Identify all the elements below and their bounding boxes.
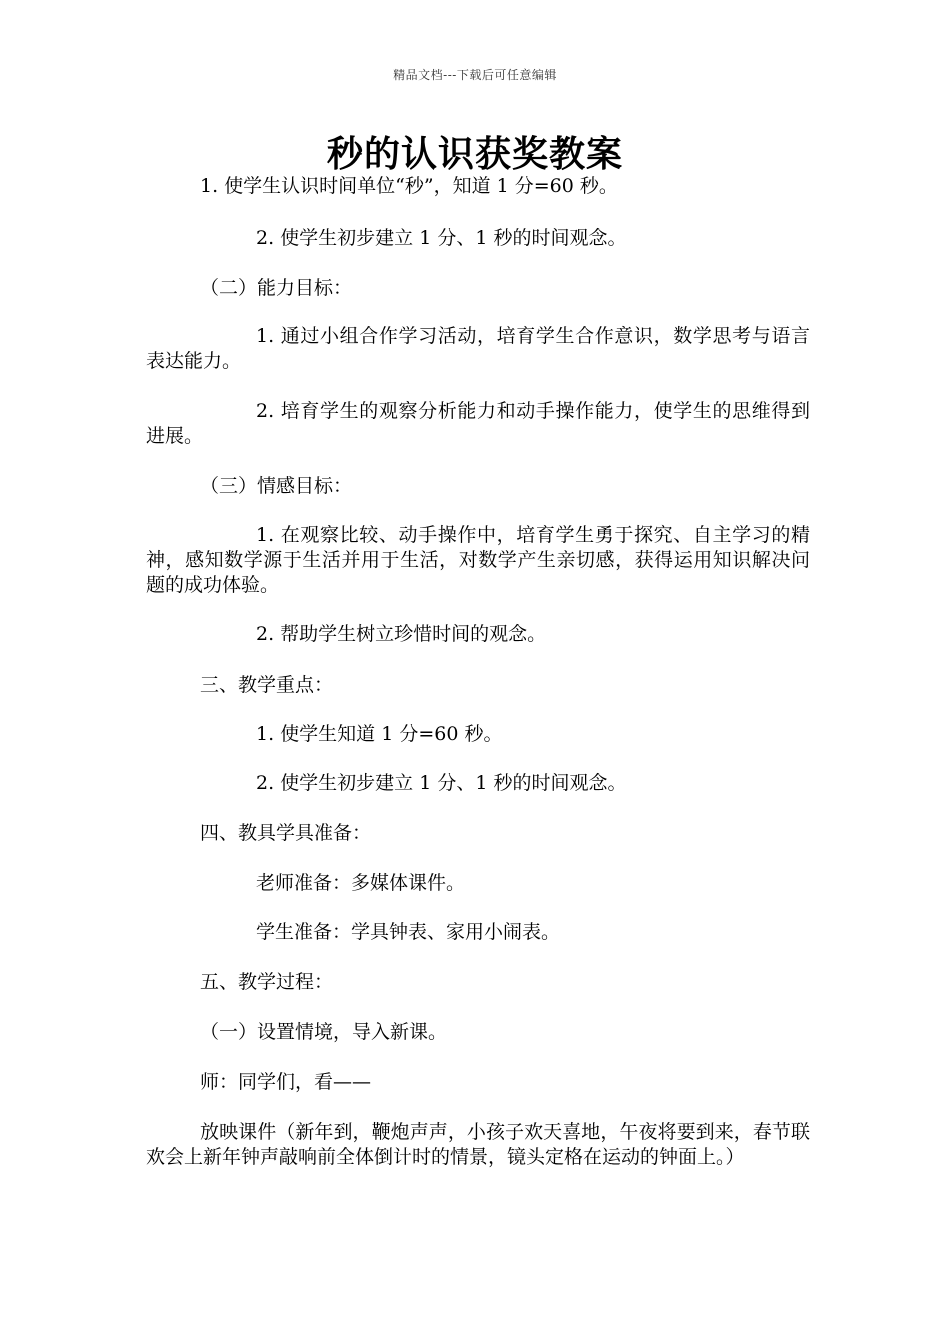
section-process: 五、教学过程：	[200, 971, 334, 993]
objective-line-1: 1. 使学生认识时间单位“秒”，知道 1 分=60 秒。	[200, 175, 618, 197]
student-materials: 学生准备：学具钟表、家用小闹表。	[256, 921, 561, 943]
key-point-2: 2. 使学生初步建立 1 分、1 秒的时间观念。	[256, 772, 627, 794]
section-ability-goals: （二）能力目标：	[200, 277, 353, 299]
emotion-goal-1: 1. 在观察比较、动手操作中，培育学生勇于探究、自主学习的精神，感知数学源于生活并用于生活，对数学产生亲切感，获得运用知识解决问题的成功体验。	[146, 524, 810, 596]
document-title: 秒的认识获奖教案	[326, 133, 623, 175]
teacher-dialogue: 师：同学们，看——	[200, 1071, 372, 1093]
section-emotion-goals: （三）情感目标：	[200, 475, 353, 497]
teacher-materials: 老师准备：多媒体课件。	[256, 872, 466, 894]
courseware-description: 放映课件（新年到，鞭炮声声，小孩子欢天喜地，午夜将要到来，春节联欢会上新年钟声敲响前全体倒计时的情景，镜头定格在运动的钟面上。）	[146, 1121, 810, 1168]
section-materials: 四、教具学具准备：	[200, 822, 372, 844]
key-point-1: 1. 使学生知道 1 分=60 秒。	[256, 723, 503, 745]
ability-goal-2: 2. 培育学生的观察分析能力和动手操作能力，使学生的思维得到进展。	[146, 400, 810, 447]
ability-goal-1: 1. 通过小组合作学习活动，培育学生合作意识，数学思考与语言表达能力。	[146, 325, 810, 372]
section-key-points: 三、教学重点：	[200, 674, 334, 696]
objective-line-2: 2. 使学生初步建立 1 分、1 秒的时间观念。	[256, 227, 627, 249]
emotion-goal-2: 2. 帮助学生树立珍惜时间的观念。	[256, 623, 547, 645]
process-step-1: （一）设置情境，导入新课。	[200, 1021, 448, 1043]
header-note: 精品文档---下载后可任意编辑	[393, 68, 557, 82]
